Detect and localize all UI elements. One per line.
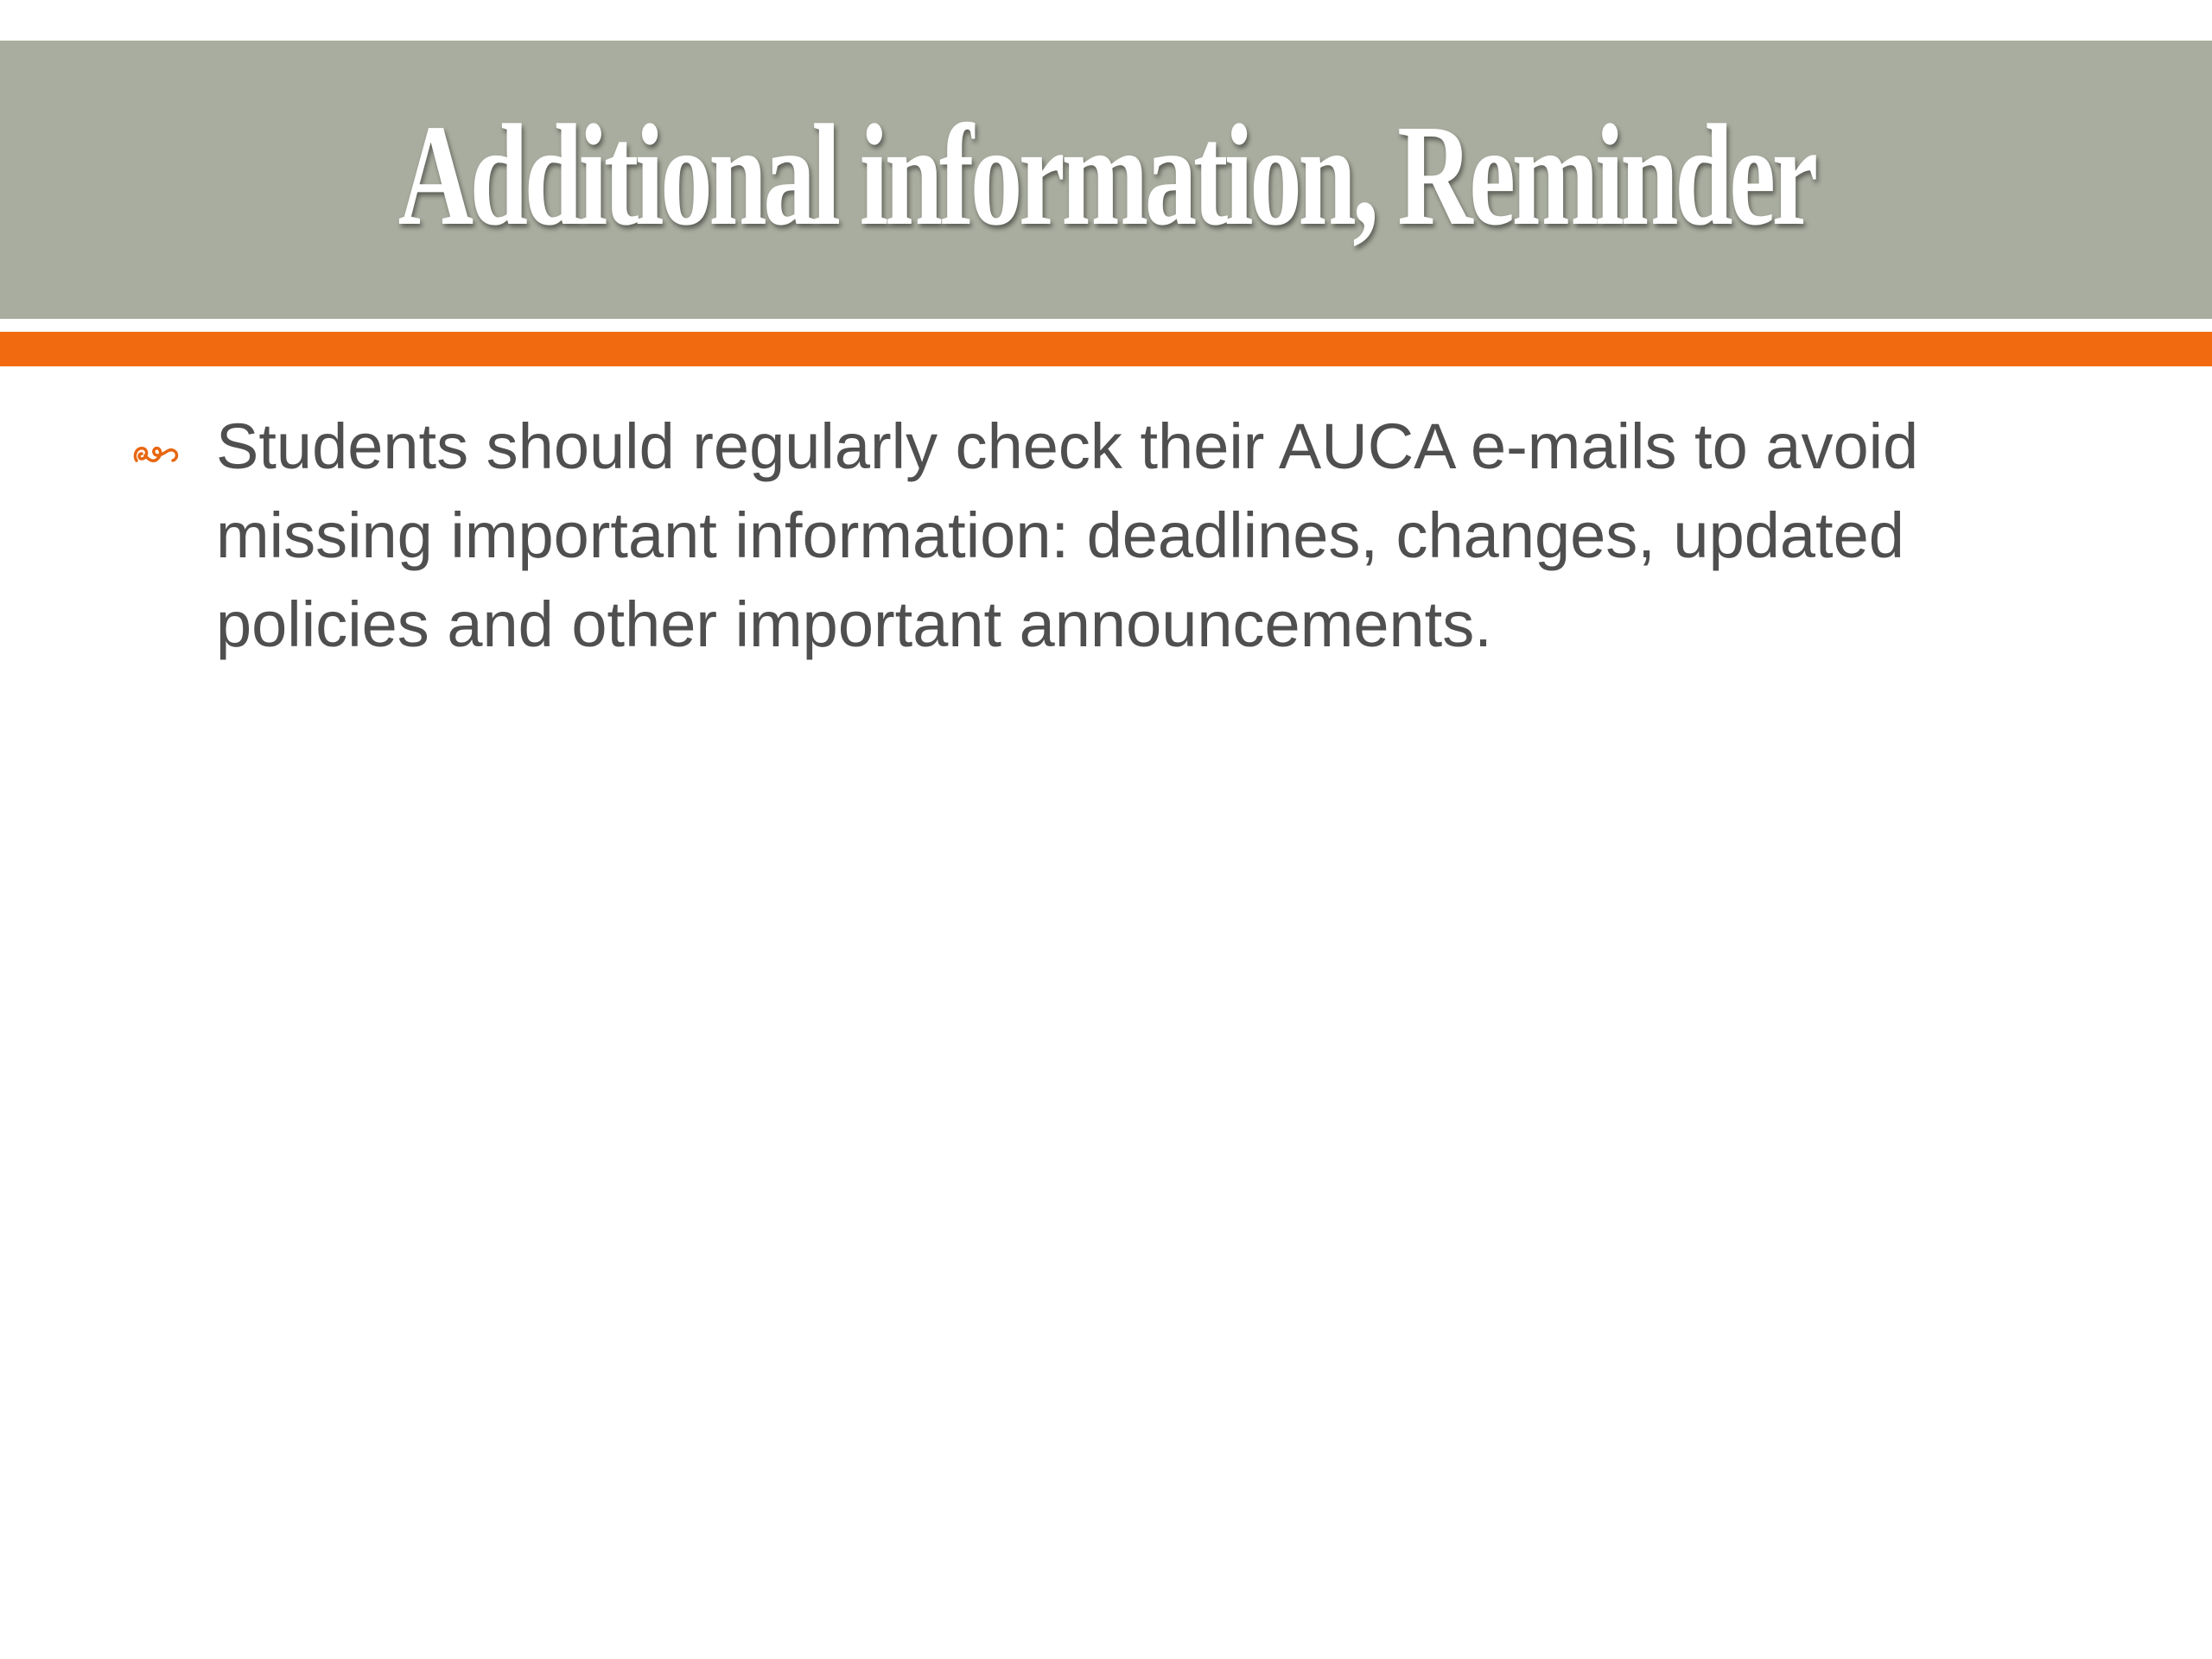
slide-content [130,402,2117,669]
bullet-item [130,402,2117,669]
slide-title: Additional information, Reminder [397,94,1815,256]
bullet-text: Students should regularly check their AUCA e-mails to avoid missing important information: deadlines, changes, updated policies and other important announcements. [216,410,1919,660]
title-band [0,41,2212,319]
accent-bar [0,332,2212,366]
ornament-bullet-icon [130,402,216,502]
